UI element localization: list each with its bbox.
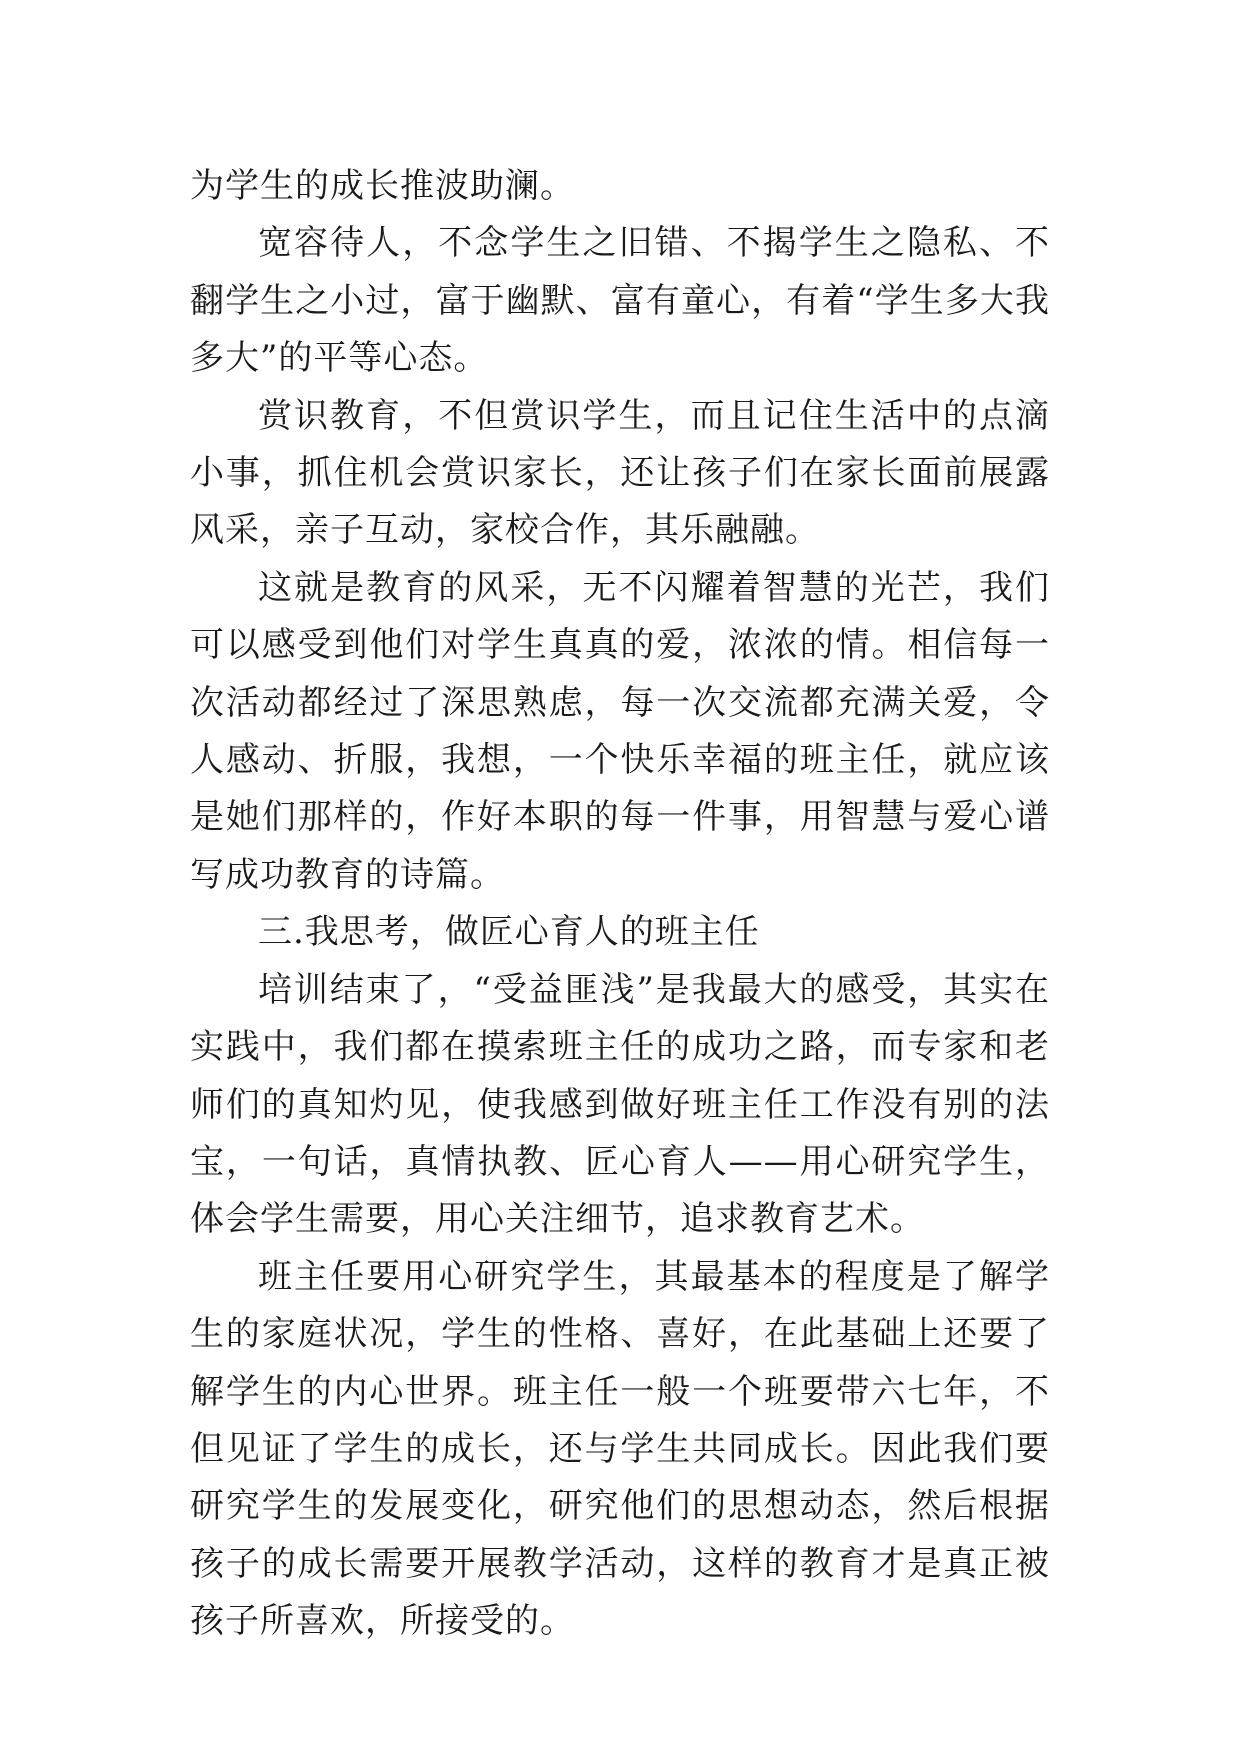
paragraph-education-style: 这就是教育的风采，无不闪耀着智慧的光芒，我们可以感受到他们对学生真真的爱，浓浓的情。相信每一次活动都经过了深思熟虑，每一次交流都充满关爱，令人感动、折服，我想，一个快乐幸福的班主任，就应该是她们那样的，作好本职的每一件事，用智慧与爱心谱写成功教育的诗篇。 xyxy=(190,567,1050,895)
section-heading-three: 三.我思考，做匠心育人的班主任 xyxy=(258,912,760,953)
document-body xyxy=(190,158,1050,1651)
paragraph-training-reflection: 培训结束了，“受益匪浅”是我最大的感受，其实在实践中，我们都在摸索班主任的成功之路，而专家和老师们的真知灼见，使我感到做好班主任工作没有别的法宝，一句话，真情执教、匠心育人——用心研究学生，体会学生需要，用心关注细节，追求教育艺术。 xyxy=(190,969,1050,1240)
paragraph-tolerance: 宽容待人，不念学生之旧错、不揭学生之隐私、不翻学生之小过，富于幽默、富有童心，有着“学生多大我多大”的平等心态。 xyxy=(190,223,1050,379)
paragraph-continuation: 为学生的成长推波助澜。 xyxy=(190,166,575,206)
paragraph-study-students: 班主任要用心研究学生，其最基本的程度是了解学生的家庭状况，学生的性格、喜好，在此基础上还要了解学生的内心世界。班主任一般一个班要带六七年，不但见证了学生的成长，还与学生共同成长。因此我们要研究学生的发展变化，研究他们的思想动态，然后根据孩子的成长需要开展教学活动，这样的教育才是真正被孩子所喜欢，所接受的。 xyxy=(190,1256,1050,1642)
paragraph-appreciation-education: 赏识教育，不但赏识学生，而且记住生活中的点滴小事，抓住机会赏识家长，还让孩子们在家长面前展露风采，亲子互动，家校合作，其乐融融。 xyxy=(190,395,1050,551)
